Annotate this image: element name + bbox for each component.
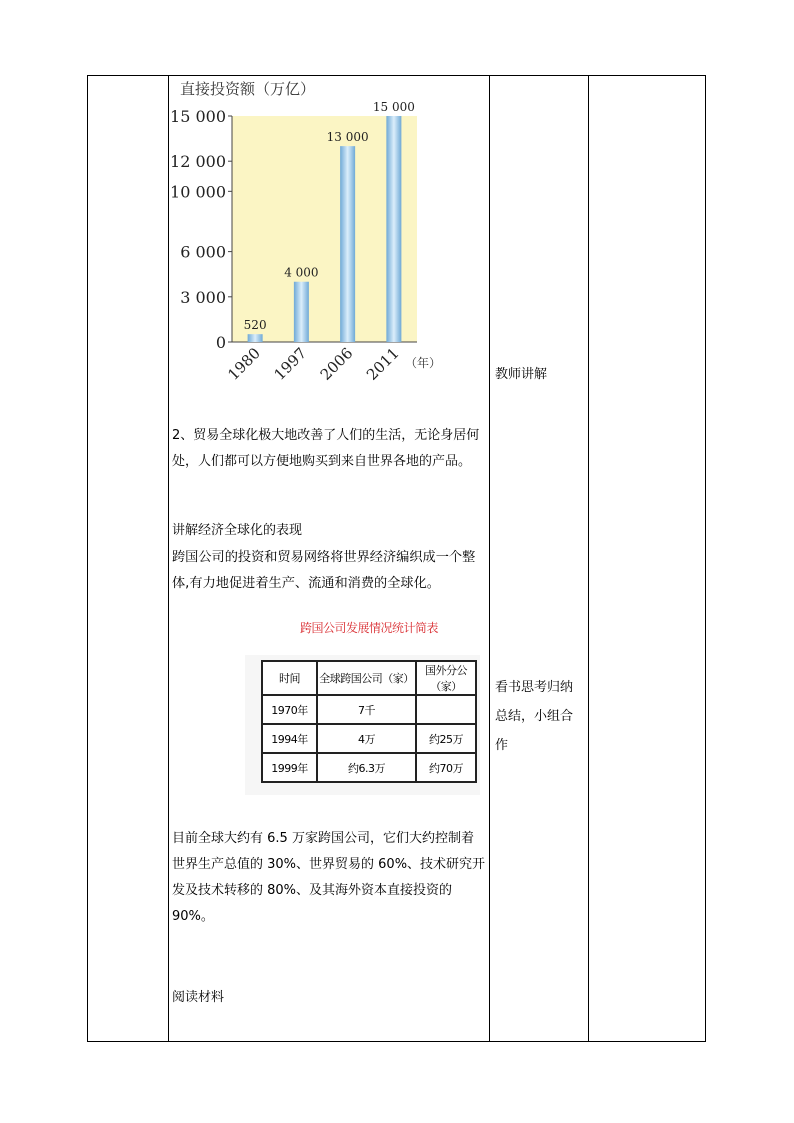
table-cell: 1999年 xyxy=(262,753,317,782)
multinational-paragraph: 跨国公司的投资和贸易网络将世界经济编织成一个整体,有力地促进着生产、流通和消费的全球化。 xyxy=(172,550,476,591)
y-tick-label: 10 000 xyxy=(170,182,226,202)
table-cell: 1994年 xyxy=(262,724,317,753)
statistics-paragraph: 目前全球大约有 6.5 万家跨国公司，它们大约控制着世界生产总值的 30%、世界贸易的 60%、技术研究开发及技术转移的 80%、及其海外资本直接投资的 90%。 xyxy=(172,831,486,924)
x-tick-label: 1997 xyxy=(270,344,311,384)
table-row xyxy=(262,724,476,753)
table-row xyxy=(262,753,476,782)
table-cell: 约70万 xyxy=(416,753,476,782)
bar xyxy=(340,146,355,342)
table-cell xyxy=(416,695,476,724)
reading-material-label: 阅读材料 xyxy=(172,990,225,1005)
company-stats-table xyxy=(261,660,477,783)
y-axis-title: 直接投资额（万亿） xyxy=(180,80,316,98)
column-divider-3 xyxy=(588,76,589,1041)
bar xyxy=(248,334,263,342)
bar-value-label: 13 000 xyxy=(326,130,369,145)
student-activity: 看书思考归纳总结，小组合作 xyxy=(495,680,574,753)
table-header-row xyxy=(262,661,476,695)
y-tick-label: 12 000 xyxy=(170,152,226,172)
x-tick-label: 1980 xyxy=(224,344,264,384)
table-cell: 约6.3万 xyxy=(317,753,416,782)
header-branches: 国外分公（家） xyxy=(416,661,476,695)
bar-value-label: 4 000 xyxy=(284,265,319,280)
table-cell: 7千 xyxy=(317,695,416,724)
investment-bar-chart xyxy=(167,76,467,396)
table-title: 跨国公司发展情况统计简表 xyxy=(300,621,439,635)
header-global-companies: 全球跨国公司（家） xyxy=(317,661,416,695)
x-axis-unit: （年） xyxy=(405,356,442,370)
teacher-activity: 教师讲解 xyxy=(495,367,548,382)
x-tick-label: 2006 xyxy=(316,344,357,384)
bar xyxy=(294,282,309,342)
y-tick-label: 0 xyxy=(215,333,226,352)
table-row xyxy=(262,695,476,724)
bar-value-label: 520 xyxy=(243,318,267,333)
y-tick-label: 15 000 xyxy=(170,107,226,126)
table-cell: 约25万 xyxy=(416,724,476,753)
header-time: 时间 xyxy=(262,661,317,695)
bar-value-label: 15 000 xyxy=(372,100,415,114)
y-tick-label: 3 000 xyxy=(180,287,226,307)
y-tick-label: 6 000 xyxy=(180,242,226,262)
trade-globalization-paragraph: 2、贸易全球化极大地改善了人们的生活，无论身居何处，人们都可以方便地购买到来自世界各地的产品。 xyxy=(172,428,480,469)
table-cell: 1970年 xyxy=(262,695,317,724)
x-tick-label: 2011 xyxy=(362,344,403,384)
table-cell: 4万 xyxy=(317,724,416,753)
section-heading: 讲解经济全球化的表现 xyxy=(172,523,303,538)
bar xyxy=(386,116,401,342)
column-divider-2 xyxy=(489,76,490,1041)
